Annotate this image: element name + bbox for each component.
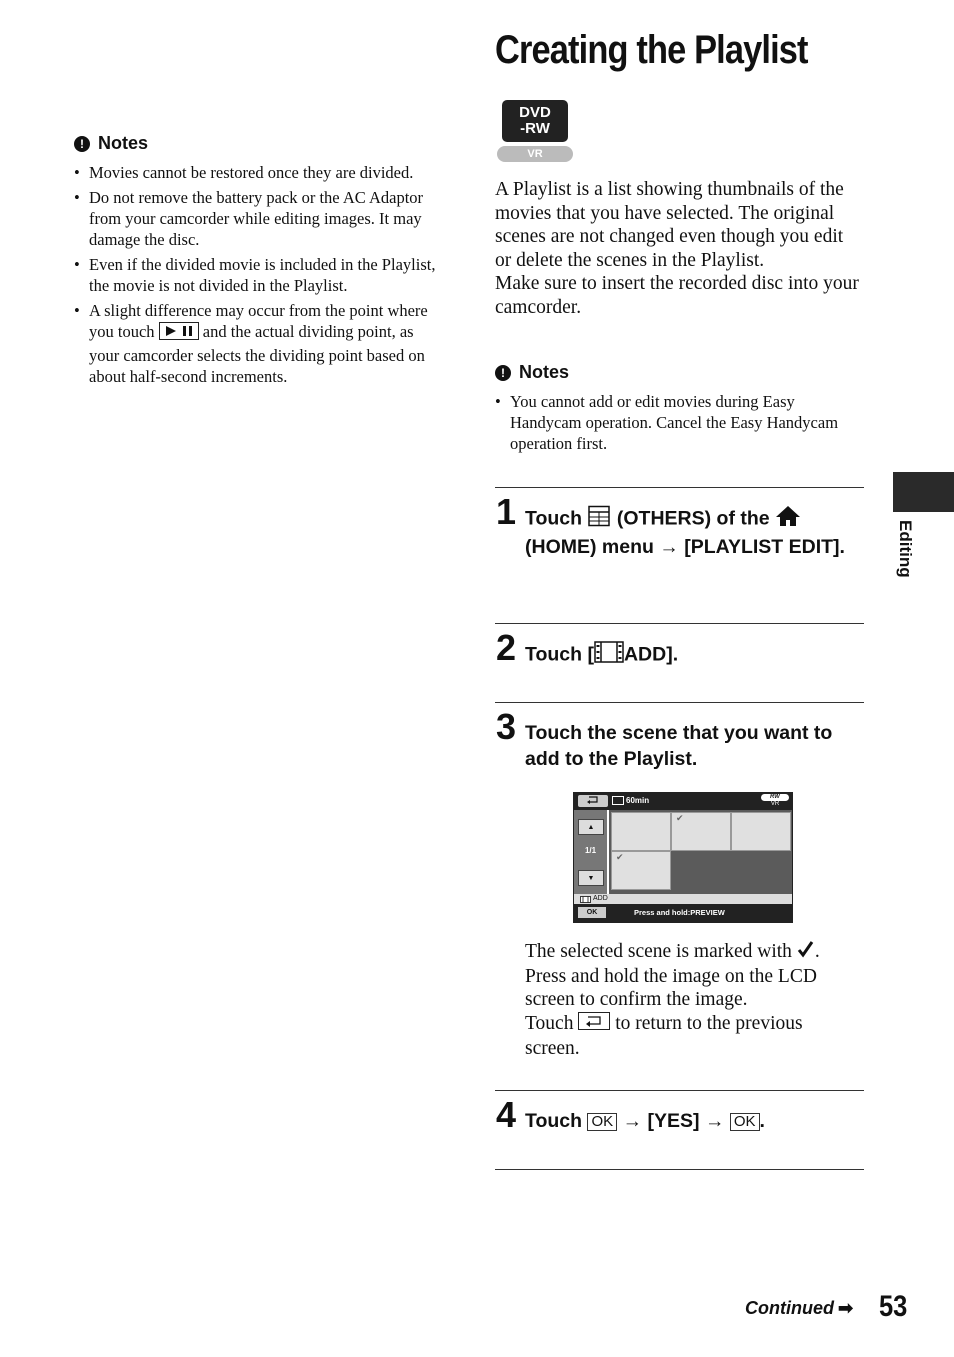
time-label: 60min — [626, 796, 650, 805]
thumbnail[interactable] — [671, 812, 731, 851]
step-4-text — [525, 1108, 865, 1134]
divider — [495, 702, 864, 703]
page-down-button[interactable]: ▼ — [578, 870, 604, 886]
home-icon — [775, 505, 801, 534]
divider — [495, 623, 864, 624]
ok-button-icon: OK — [730, 1113, 760, 1131]
screen-top-bar — [574, 793, 792, 810]
screen-ok-button[interactable]: OK — [578, 907, 606, 918]
caution-icon: ! — [495, 365, 511, 381]
step-3-text: Touch the scene that you want to add to the Playlist. — [525, 722, 833, 770]
thumbnail[interactable] — [731, 812, 791, 851]
caution-icon: ! — [74, 136, 90, 152]
disc-bottom-label: VR — [770, 801, 780, 807]
intro-paragraph: Make sure to insert the recorded disc into your camcorder. — [495, 273, 859, 318]
left-notes — [74, 133, 446, 391]
play-pause-icon — [159, 322, 199, 345]
page-up-button[interactable]: ▲ — [578, 819, 604, 835]
return-button[interactable] — [578, 795, 608, 807]
note-item: • You cannot add or edit movies during Easy Handycam operation. Cancel the Easy Handycam operation first. — [495, 391, 845, 454]
return-icon — [586, 795, 600, 805]
step-text-part: Touch [ — [525, 643, 594, 666]
step-text-part: [PLAYLIST EDIT]. — [684, 536, 845, 558]
step-3-body — [525, 940, 855, 1060]
right-notes — [495, 362, 845, 458]
note-item — [74, 300, 446, 387]
badge-line2: -RW — [520, 120, 550, 137]
arrow: → — [704, 1110, 725, 1132]
body-text: . — [814, 941, 820, 962]
notes-list — [74, 162, 446, 387]
body-text: The selected scene is marked with — [525, 941, 792, 962]
arrow-right-icon: ➡ — [837, 1298, 854, 1318]
badge-line1: DVD — [519, 104, 551, 121]
arrow: → — [659, 536, 679, 558]
preview-hint: Press and hold:PREVIEW — [634, 908, 725, 917]
notes-heading — [74, 133, 446, 154]
step-text-part: (HOME) menu — [525, 536, 654, 558]
step-text-part: ADD]. — [623, 643, 679, 666]
add-bar — [574, 894, 792, 904]
body-text: Touch — [525, 1012, 574, 1034]
note-item-text: and the actual dividing point, as your camcorder selects the dividing point based on about half-second increments. — [89, 322, 425, 386]
section-tab — [893, 472, 954, 512]
step-1-text — [525, 505, 865, 560]
remaining-time — [612, 796, 649, 805]
continued-text: Continued — [745, 1298, 834, 1318]
note-item-text: A slight difference may occur from the point where you touch — [89, 301, 428, 341]
check-icon: ✔ — [676, 813, 684, 823]
intro-text — [495, 178, 861, 319]
body-text: to return to the previous screen. — [525, 1012, 803, 1059]
note-item: • Do not remove the battery pack or the AC Adaptor from your camcorder while editing images. It may damage the disc. — [74, 187, 446, 250]
step-number: 3 — [496, 706, 517, 747]
step-text-part: (OTHERS) of the — [616, 507, 770, 530]
step-text-part: Touch — [525, 507, 583, 530]
screen-left-panel — [574, 810, 607, 894]
ok-button-icon: OK — [587, 1113, 617, 1131]
step-number: 1 — [496, 491, 517, 532]
others-icon — [587, 505, 611, 534]
body-line: Press and hold the image on the LCD screen to confirm the image. — [525, 965, 817, 1011]
disc-type-icon — [761, 794, 789, 808]
step-text-part: . — [759, 1110, 765, 1132]
step-number: 4 — [496, 1094, 517, 1135]
notes-heading — [495, 362, 845, 383]
continued-marker — [745, 1298, 853, 1319]
thumbnail[interactable] — [611, 851, 671, 890]
return-icon — [578, 1012, 610, 1037]
disc-top-label: RW — [761, 794, 789, 801]
screen-bottom-bar — [574, 904, 792, 922]
notes-heading-text: Notes — [98, 133, 149, 153]
film-add-icon — [594, 641, 624, 670]
add-label: ADD — [593, 895, 608, 902]
vr-badge: VR — [497, 146, 573, 162]
divider — [495, 1169, 864, 1170]
page-title: Creating the Playlist — [495, 28, 808, 72]
notes-heading-text: Notes — [519, 362, 570, 382]
thumbnail[interactable] — [611, 812, 671, 851]
lcd-screen — [573, 792, 793, 923]
dvd-rw-badge — [502, 100, 568, 142]
page-number: 53 — [879, 1290, 908, 1323]
disc-capacity-icon — [612, 796, 624, 805]
intro-paragraph: A Playlist is a list showing thumbnails of the movies that you have selected. The original scenes are not changed even though you edit or delete the scenes in the Playlist. — [495, 179, 844, 271]
section-label-text: Editing — [896, 520, 915, 578]
step-text-part: Touch — [525, 1110, 583, 1132]
arrow: → — [622, 1110, 643, 1132]
page-indicator: 1/1 — [584, 846, 597, 855]
section-label — [895, 520, 917, 580]
divider — [495, 1090, 864, 1091]
body-line — [525, 1012, 855, 1060]
step-number: 2 — [496, 627, 517, 668]
note-item: • Even if the divided movie is included in the Playlist, the movie is not divided in the Playlist. — [74, 254, 446, 296]
film-icon — [580, 896, 591, 903]
step-2-text — [525, 641, 865, 670]
note-item: • Movies cannot be restored once they are divided. — [74, 162, 446, 183]
step-text-part: [YES] — [647, 1110, 700, 1132]
check-icon — [797, 940, 815, 965]
body-line — [525, 940, 855, 965]
notes-list — [495, 391, 845, 454]
scroll-divider — [607, 810, 609, 894]
check-icon: ✔ — [616, 852, 624, 862]
divider — [495, 487, 864, 488]
